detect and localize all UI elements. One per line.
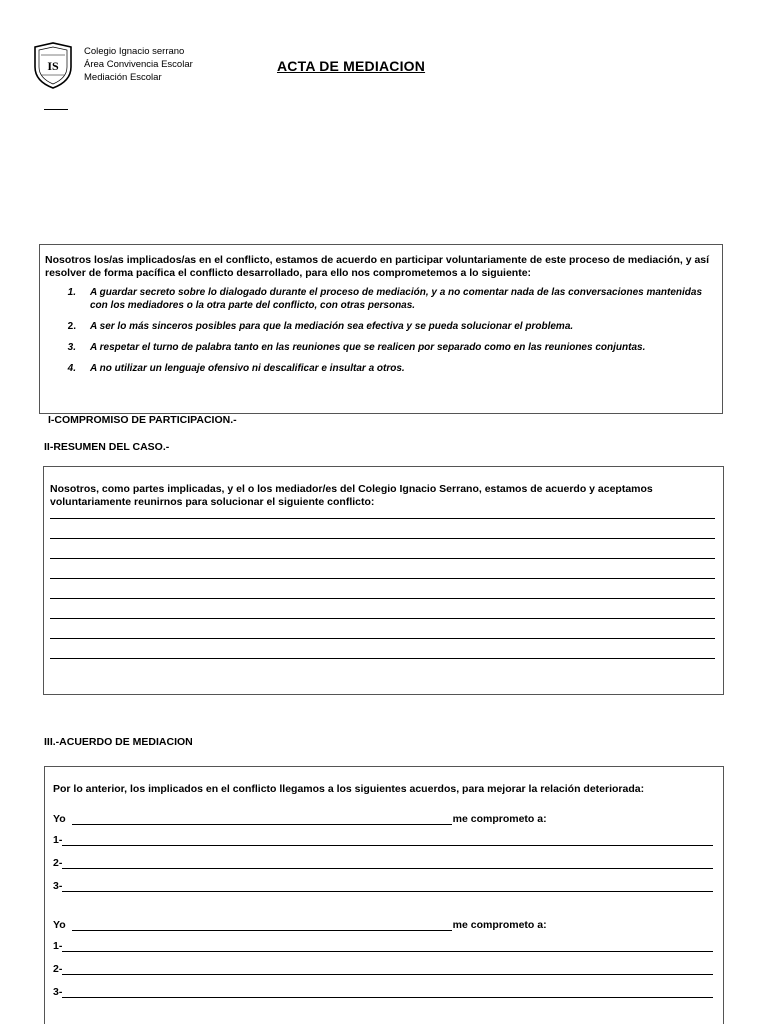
agreement-item-field[interactable] <box>62 834 713 846</box>
participation-intro: Nosotros los/as implicados/as en el conflicto, estamos de acuerdo en participar voluntariamente de este proceso de mediación, y así resolver de forma pacífica el conflicto desarrollado, para ello nos comprometemos a lo siguiente: <box>45 254 710 279</box>
commit-label: me comprometo a: <box>452 813 547 825</box>
agreement-item-row <box>53 832 713 846</box>
agreement-box <box>44 766 724 1024</box>
agreement-item-row <box>53 878 713 892</box>
summary-box <box>43 466 724 695</box>
summary-line[interactable] <box>50 519 715 539</box>
agreement-item-row <box>53 855 713 869</box>
commitment-text: A guardar secreto sobre lo dialogado durante el proceso de mediación, y a no comentar nada de las conversaciones mantenidas con los mediadores o la otra parte del conflicto, con otras personas. <box>90 287 703 311</box>
school-area: Área Convivencia Escolar <box>84 59 193 70</box>
summary-line[interactable] <box>50 559 715 579</box>
agreement-item-field[interactable] <box>62 963 713 975</box>
commitment-number: 4. <box>67 363 76 374</box>
crest-initials: IS <box>47 59 59 73</box>
commitment-item <box>45 286 716 312</box>
summary-line[interactable] <box>50 509 715 519</box>
summary-line[interactable] <box>50 639 715 659</box>
yo-row <box>53 811 713 825</box>
section-heading-participation: I-COMPROMISO DE PARTICIPACION.- <box>48 414 237 426</box>
commitment-list <box>45 286 716 375</box>
yo-label: Yo <box>53 919 66 931</box>
commitment-item <box>45 320 716 333</box>
commitment-text: A no utilizar un lenguaje ofensivo ni descalificar e insultar a otros. <box>90 363 405 374</box>
section-heading-summary: II-RESUMEN DEL CASO.- <box>44 441 170 453</box>
commit-label: me comprometo a: <box>452 919 547 931</box>
commitment-item <box>45 341 716 354</box>
summary-line[interactable] <box>50 579 715 599</box>
commitment-number: 3. <box>67 342 76 353</box>
agreement-item-field[interactable] <box>62 986 713 998</box>
agreement-item-row <box>53 938 713 952</box>
yo-label: Yo <box>53 813 66 825</box>
agreement-item-row <box>53 984 713 998</box>
commitment-item <box>45 362 716 375</box>
section-heading-agreement: III.-ACUERDO DE MEDIACION <box>44 736 193 748</box>
spacer <box>53 901 713 917</box>
item-number: 2- <box>53 857 63 869</box>
commitment-number: 1. <box>67 287 76 298</box>
agreement-item-field[interactable] <box>62 940 713 952</box>
school-crest-icon <box>31 41 75 89</box>
item-number: 3- <box>53 880 63 892</box>
item-number: 3- <box>53 986 63 998</box>
participation-box <box>39 244 723 414</box>
summary-line[interactable] <box>50 619 715 639</box>
agreement-item-row <box>53 961 713 975</box>
name-field[interactable] <box>72 919 452 931</box>
school-info <box>84 45 193 84</box>
item-number: 2- <box>53 963 63 975</box>
agreement-item-field[interactable] <box>62 857 713 869</box>
school-name: Colegio Ignacio serrano <box>84 46 185 57</box>
short-rule <box>44 109 68 110</box>
summary-text: Nosotros, como partes implicadas, y el o los mediador/es del Colegio Ignacio Serrano, estamos de acuerdo y aceptamos voluntariamente reunirnos para solucionar el siguiente conflicto: <box>50 483 653 508</box>
summary-line[interactable] <box>50 539 715 559</box>
agreement-item-field[interactable] <box>62 880 713 892</box>
item-number: 1- <box>53 940 63 952</box>
name-field[interactable] <box>72 813 452 825</box>
yo-row <box>53 917 713 931</box>
item-number: 1- <box>53 834 63 846</box>
summary-line[interactable] <box>50 599 715 619</box>
commitment-text: A ser lo más sinceros posibles para que la mediación sea efectiva y se pueda solucionar el problema. <box>90 321 574 332</box>
agreement-intro: Por lo anterior, los implicados en el conflicto llegamos a los siguientes acuerdos, para mejorar la relación deteriorada: <box>53 783 645 795</box>
commitment-number: 2. <box>67 321 76 332</box>
commitment-text: A respetar el turno de palabra tanto en las reuniones que se realicen por separado como en las reuniones conjuntas. <box>90 342 646 353</box>
school-program: Mediación Escolar <box>84 72 162 83</box>
document-title: ACTA DE MEDIACION <box>277 58 426 74</box>
